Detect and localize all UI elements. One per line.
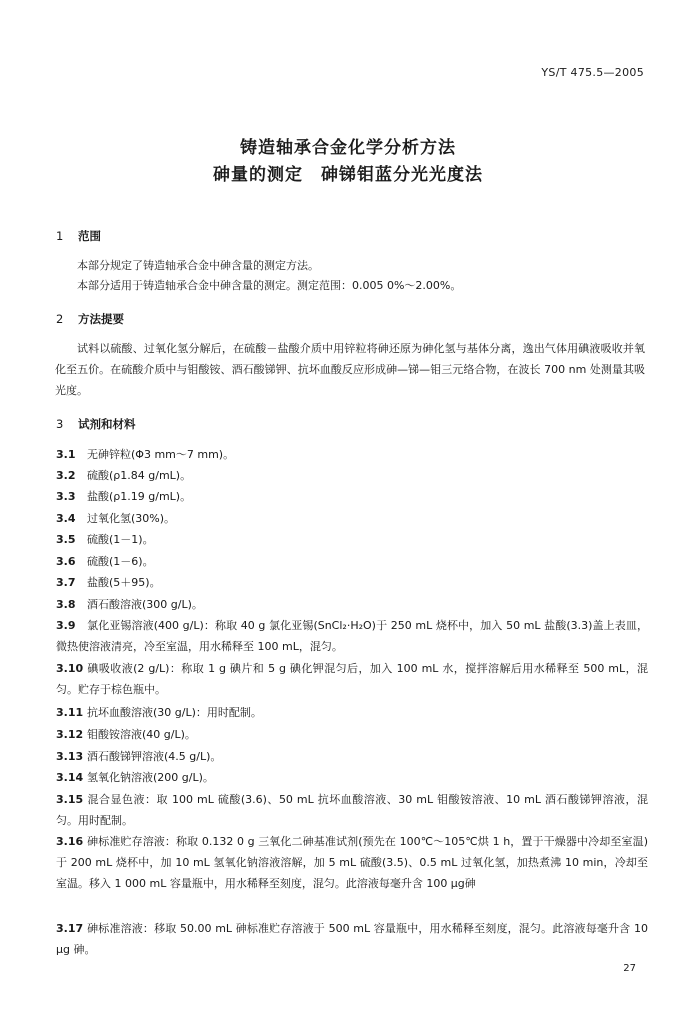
reagent-item — [56, 724, 648, 745]
reagent-item — [56, 465, 648, 486]
section-heading-summary — [56, 311, 124, 327]
item-text: 过氧化氢(30%)。 — [87, 512, 176, 525]
reagent-item — [56, 572, 648, 593]
page-number: 27 — [623, 963, 636, 974]
item-text: 氢氧化钠溶液(200 g/L)。 — [87, 771, 214, 784]
item-number: 3.8 — [56, 598, 76, 611]
item-number: 3.15 — [56, 793, 84, 806]
item-text: 酒石酸溶液(300 g/L)。 — [87, 598, 203, 611]
section-number: 2 — [56, 312, 64, 326]
reagent-item — [56, 702, 648, 723]
item-number: 3.16 — [56, 835, 84, 848]
item-number: 3.7 — [56, 576, 76, 589]
item-number: 3.12 — [56, 728, 84, 741]
item-text: 碘吸收液(2 g/L)：称取 1 g 碘片和 5 g 碘化钾混匀后，加入 100 mL 水，搅拌溶解后用水稀释至 500 mL，混匀。贮存于棕色瓶中。 — [56, 662, 648, 697]
reagent-item — [56, 551, 648, 572]
section-number: 3 — [56, 417, 64, 431]
item-text: 砷标准贮存溶液：称取 0.132 0 g 三氧化二砷基准试剂(预先在 100℃～105℃烘 1 h，置于干燥器中冷却至室温)于 200 mL 烧杯中，加 10 mL 氢氧化钠溶液溶解，加 5 mL 硫酸(3.5)、0.5 mL 过氧化氢，加热煮沸 10 min，冷却至室温。移入 1 000 mL 容量瓶中，用水稀释至刻度，混匀。此溶液每毫升含 100 μg砷 — [56, 835, 648, 891]
item-number: 3.17 — [56, 922, 84, 935]
item-text: 硫酸(1－1)。 — [87, 533, 154, 546]
reagent-item — [56, 594, 648, 615]
section-title: 方法提要 — [78, 312, 124, 326]
item-number: 3.6 — [56, 555, 76, 568]
reagent-item — [56, 444, 648, 465]
paragraph: 本部分规定了铸造轴承合金中砷含量的测定方法。 — [77, 259, 319, 272]
reagent-item — [56, 767, 648, 788]
reagent-item — [56, 486, 648, 507]
item-text: 混合显色液：取 100 mL 硫酸(3.6)、50 mL 抗坏血酸溶液、30 mL 钼酸铵溶液、10 mL 酒石酸锑钾溶液，混匀。用时配制。 — [56, 793, 648, 828]
section-number: 1 — [56, 229, 64, 243]
item-text: 砷标准溶液：移取 50.00 mL 砷标准贮存溶液于 500 mL 容量瓶中，用水稀释至刻度，混匀。此溶液每毫升含 10 μg 砷。 — [56, 922, 648, 957]
item-number: 3.4 — [56, 512, 76, 525]
reagent-item — [56, 615, 648, 657]
section-heading-scope — [56, 228, 101, 244]
reagent-item — [56, 918, 648, 960]
item-text: 盐酸(ρ1.19 g/mL)。 — [87, 490, 192, 503]
item-text: 抗坏血酸溶液(30 g/L)：用时配制。 — [87, 706, 262, 719]
item-number: 3.11 — [56, 706, 84, 719]
reagent-item — [56, 746, 648, 767]
reagent-item — [56, 789, 648, 831]
item-text: 硫酸(ρ1.84 g/mL)。 — [87, 469, 192, 482]
paragraph: 试料以硫酸、过氧化氢分解后，在硫酸－盐酸介质中用锌粒将砷还原为砷化氢与基体分离，逸出气体用碘液吸收并氧化至五价。在硫酸介质中与钼酸铵、酒石酸锑钾、抗坏血酸反应形成砷—锑—钼三元络合物，在波长 700 nm 处测量其吸光度。 — [55, 342, 645, 397]
document-title: 铸造轴承合金化学分析方法 — [240, 138, 456, 158]
section-heading-reagents — [56, 416, 136, 432]
item-number: 3.3 — [56, 490, 76, 503]
document-subtitle: 砷量的测定 砷锑钼蓝分光光度法 — [213, 165, 483, 185]
item-text: 酒石酸锑钾溶液(4.5 g/L)。 — [87, 750, 222, 763]
reagent-item — [56, 508, 648, 529]
item-text: 钼酸铵溶液(40 g/L)。 — [87, 728, 196, 741]
item-number: 3.14 — [56, 771, 84, 784]
item-number: 3.10 — [56, 662, 84, 675]
item-number: 3.9 — [56, 619, 76, 632]
section-title: 试剂和材料 — [78, 417, 136, 431]
paragraph: 本部分适用于铸造轴承合金中砷含量的测定。测定范围：0.005 0%～2.00%。 — [77, 279, 462, 292]
item-number: 3.5 — [56, 533, 76, 546]
item-text: 无砷锌粒(Φ3 mm～7 mm)。 — [87, 448, 235, 461]
item-number: 3.1 — [56, 448, 76, 461]
item-text: 盐酸(5＋95)。 — [87, 576, 161, 589]
item-text: 氯化亚锡溶液(400 g/L)：称取 40 g 氯化亚锡(SnCl₂·H₂O)于 250 mL 烧杯中，加入 50 mL 盐酸(3.3)盖上表皿，微热使溶液清亮，冷至室温，用水稀释至 100 mL，混匀。 — [56, 619, 648, 654]
item-number: 3.13 — [56, 750, 84, 763]
section-title: 范围 — [78, 229, 101, 243]
reagent-item — [56, 831, 648, 895]
reagent-item — [56, 658, 648, 700]
item-number: 3.2 — [56, 469, 76, 482]
item-text: 硫酸(1－6)。 — [87, 555, 154, 568]
standard-code: YS/T 475.5—2005 — [541, 66, 644, 79]
reagent-item — [56, 529, 648, 550]
